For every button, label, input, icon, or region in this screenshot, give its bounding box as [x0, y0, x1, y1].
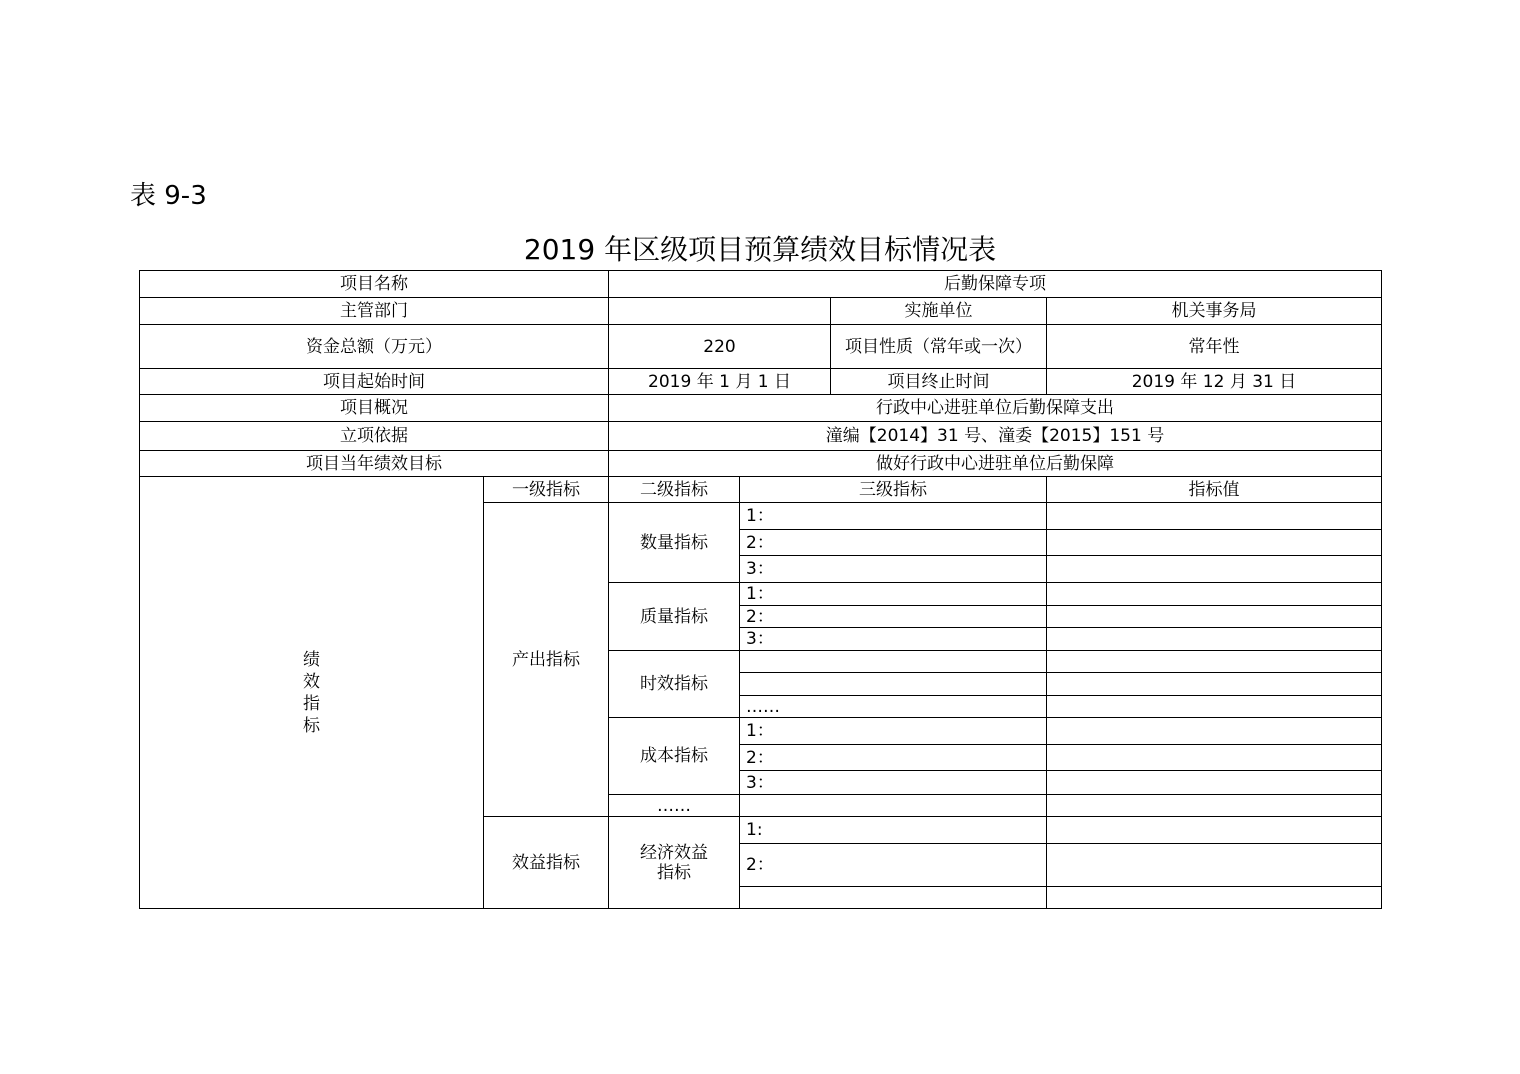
output-indicator-label: 产出指标: [484, 503, 609, 817]
level3-cell: 2：: [740, 745, 1047, 771]
level3-cell: 3：: [740, 628, 1047, 651]
economic-benefit-label: 经济效益指标: [609, 817, 740, 909]
dept-value: [609, 298, 831, 325]
quantity-indicator-label: 数量指标: [609, 503, 740, 583]
value-cell: [1047, 745, 1382, 771]
performance-indicators-label: 绩效指标: [140, 477, 484, 909]
fund-label: 资金总额（万元）: [140, 325, 609, 369]
performance-target-table: [139, 270, 1382, 909]
header-level3: 三级指标: [740, 477, 1047, 503]
level3-cell: 2：: [740, 844, 1047, 887]
level3-cell: 3：: [740, 771, 1047, 795]
level3-cell: 1:: [740, 817, 1047, 844]
level3-cell: 1：: [740, 718, 1047, 745]
impl-unit-value: 机关事务局: [1047, 298, 1382, 325]
value-cell: [1047, 583, 1382, 606]
nature-value: 常年性: [1047, 325, 1382, 369]
value-cell: [1047, 556, 1382, 583]
value-cell: [1047, 530, 1382, 556]
value-cell: [1047, 651, 1382, 673]
fund-value: 220: [609, 325, 831, 369]
value-cell: [1047, 696, 1382, 718]
value-cell: [1047, 844, 1382, 887]
level3-cell: [740, 651, 1047, 673]
level3-cell: 2：: [740, 530, 1047, 556]
cost-indicator-label: 成本指标: [609, 718, 740, 795]
level3-cell: 3：: [740, 556, 1047, 583]
header-value: 指标值: [1047, 477, 1382, 503]
value-cell: [1047, 628, 1382, 651]
level3-cell: [740, 795, 1047, 817]
timeliness-indicator-label: 时效指标: [609, 651, 740, 718]
impl-unit-label: 实施单位: [831, 298, 1047, 325]
basis-value: 潼编【2014】31 号、潼委【2015】151 号: [609, 422, 1382, 451]
overview-label: 项目概况: [140, 395, 609, 422]
document-title: 2019 年区级项目预算绩效目标情况表: [523, 233, 997, 266]
value-cell: [1047, 795, 1382, 817]
goal-value: 做好行政中心进驻单位后勤保障: [609, 451, 1382, 477]
value-cell: [1047, 817, 1382, 844]
level2-ellipsis: ……: [609, 795, 740, 817]
value-cell: [1047, 606, 1382, 628]
goal-label: 项目当年绩效目标: [140, 451, 609, 477]
nature-label: 项目性质（常年或一次）: [831, 325, 1047, 369]
header-level1: 一级指标: [484, 477, 609, 503]
start-label: 项目起始时间: [140, 369, 609, 395]
quality-indicator-label: 质量指标: [609, 583, 740, 651]
level3-cell: 1：: [740, 583, 1047, 606]
value-cell: [1047, 771, 1382, 795]
value-cell: [1047, 718, 1382, 745]
end-label: 项目终止时间: [831, 369, 1047, 395]
value-cell: [1047, 887, 1382, 909]
end-value: 2019 年 12 月 31 日: [1047, 369, 1382, 395]
value-cell: [1047, 503, 1382, 530]
table-number: 表 9-3: [130, 181, 207, 211]
level3-cell: 1：: [740, 503, 1047, 530]
header-level2: 二级指标: [609, 477, 740, 503]
project-name-label: 项目名称: [140, 271, 609, 298]
project-name-value: 后勤保障专项: [609, 271, 1382, 298]
level3-cell: ……: [740, 696, 1047, 718]
level3-cell: [740, 887, 1047, 909]
level3-cell: 2：: [740, 606, 1047, 628]
start-value: 2019 年 1 月 1 日: [609, 369, 831, 395]
dept-label: 主管部门: [140, 298, 609, 325]
overview-value: 行政中心进驻单位后勤保障支出: [609, 395, 1382, 422]
benefit-indicator-label: 效益指标: [484, 817, 609, 909]
level3-cell: [740, 673, 1047, 696]
basis-label: 立项依据: [140, 422, 609, 451]
value-cell: [1047, 673, 1382, 696]
